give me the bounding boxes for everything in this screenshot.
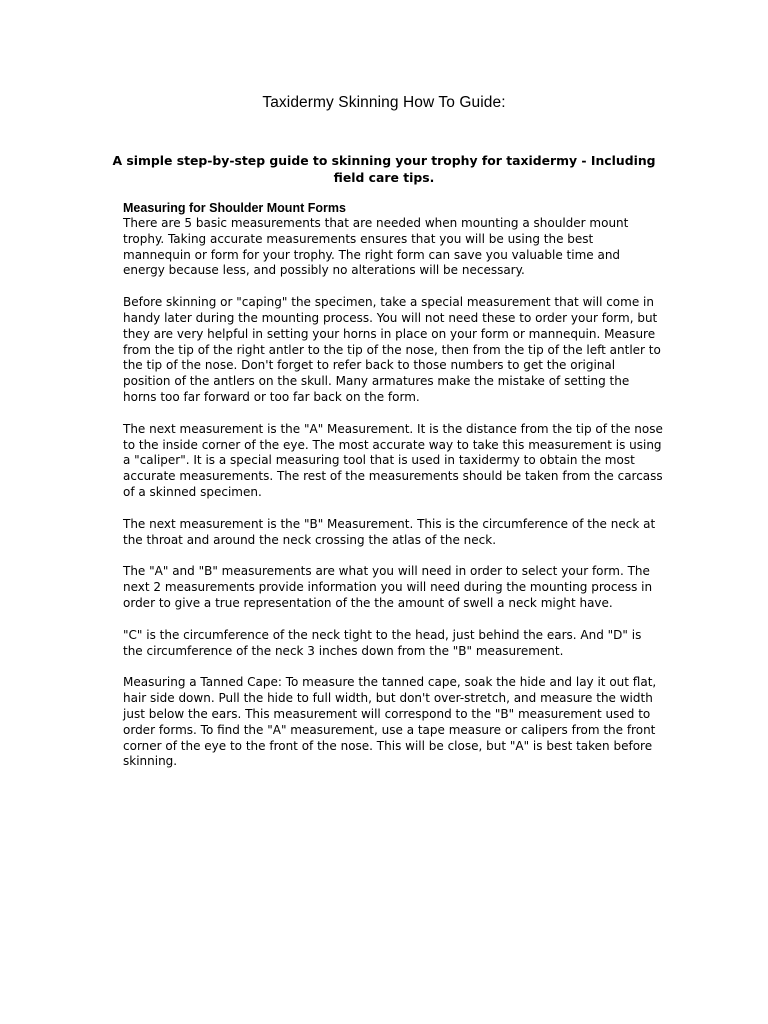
document-subtitle: A simple step-by-step guide to skinning your trophy for taxidermy - Including field care tips. xyxy=(112,153,656,185)
paragraph-text: There are 5 basic measurements that are needed when mounting a shoulder mount trophy. Taking accurate measurements ensures that you will be using the best mannequin or form for your trophy. The right form can save you valuable time and energy because less, and possibly no alterations will be necessary. xyxy=(123,216,629,278)
paragraph-c-d-measurement: "C" is the circumference of the neck tight to the head, just behind the ears. And "D" is the circumference of the neck 3 inches down from the "B" measurement. xyxy=(123,627,642,658)
paragraph-intro xyxy=(123,200,663,279)
document-body xyxy=(123,200,663,786)
paragraph-b-measurement: The next measurement is the "B" Measurement. This is the circumference of the neck at the throat and around the neck crossing the atlas of the neck. xyxy=(123,516,656,547)
paragraph-antler-measurement: Before skinning or "caping" the specimen, take a special measurement that will come in handy later during the mounting process. You will not need these to order your form, but they are very helpful in setting your horns in place on your form or mannequin. Measure from the tip of the right antler to the tip of the nose, then from the tip of the left antler to the tip of the nose. Don't forget to refer back to those numbers to get the original position of the antlers on the skull. Many armatures make the mistake of setting the horns too far forward or too far back on the form. xyxy=(123,295,661,404)
document-title: Taxidermy Skinning How To Guide: xyxy=(262,94,506,111)
paragraph-tanned-cape: Measuring a Tanned Cape: To measure the tanned cape, soak the hide and lay it out flat, hair side down. Pull the hide to full width, but don't over-stretch, and measure the width just below the ears. This measurement will correspond to the "B" measurement used to order forms. To find the "A" measurement, use a tape measure or calipers from the front corner of the eye to the front of the nose. This will be close, but "A" is best taken before skinning. xyxy=(123,675,657,769)
paragraph-form-selection: The "A" and "B" measurements are what you will need in order to select your form. The next 2 measurements provide information you will need during the mounting process in order to give a true representation of the the amount of swell a neck might have. xyxy=(123,564,653,610)
section-heading: Measuring for Shoulder Mount Forms xyxy=(123,201,346,215)
paragraph-a-measurement: The next measurement is the "A" Measurement. It is the distance from the tip of the nose to the inside corner of the eye. The most accurate way to take this measurement is using a "caliper". It is a special measuring tool that is used in taxidermy to obtain the most accurate measurements. The rest of the measurements should be taken from the carcass of a skinned specimen. xyxy=(123,421,663,499)
